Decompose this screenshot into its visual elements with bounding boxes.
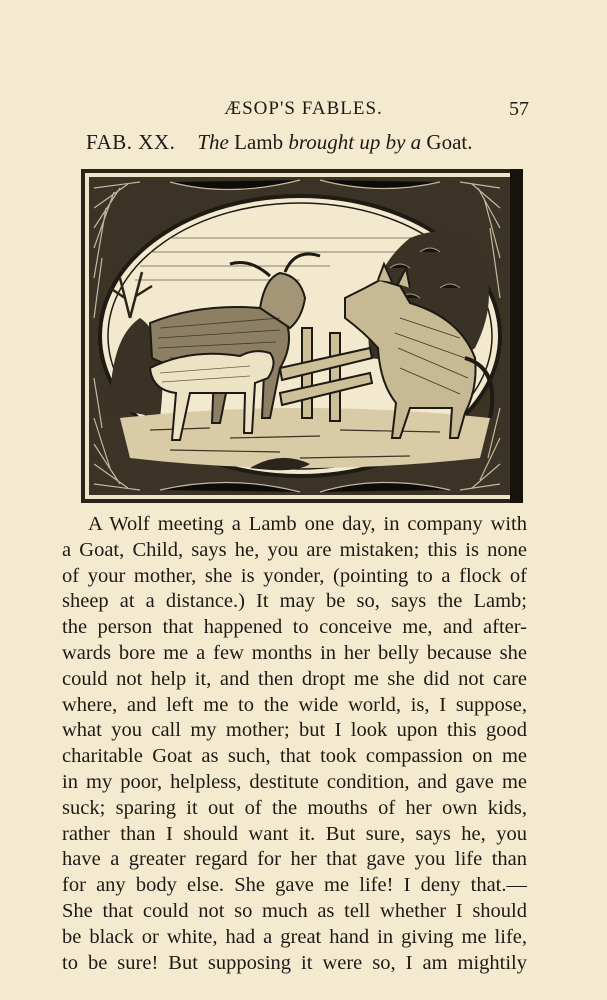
page-number: 57 <box>509 98 529 120</box>
fable-title-word-2: Lamb <box>234 130 284 154</box>
text-line: She that could not so much as tell whether I should <box>62 899 527 922</box>
running-title: ÆSOP'S FABLES. <box>224 98 383 119</box>
text-line: charitable Goat as such, that took compassion on me <box>62 745 527 768</box>
fable-text <box>62 512 527 976</box>
fable-title-word-3: brought up by <box>288 130 406 154</box>
text-line: be black or white, had a great hand in giving me life, <box>62 925 527 948</box>
text-line: rather than I should want it. But sure, says he, you <box>62 822 527 845</box>
running-head <box>0 98 607 122</box>
text-line: suck; sparing it out of the mouths of her own kids, <box>62 796 527 819</box>
text-line: for any body else. She gave me life! I deny that.— <box>62 874 527 897</box>
fable-heading <box>86 130 526 155</box>
text-line: where, and left me to the wide world, is, I suppose, <box>62 693 527 716</box>
text-line: in my poor, helpless, destitute condition, and gave me <box>62 770 527 793</box>
text-line: the person that happened to conceive me, and after- <box>62 616 527 639</box>
text-line: wards bore me a few months in her belly because she <box>62 641 527 664</box>
fable-title-word-5: Goat. <box>426 130 473 154</box>
text-line: could not help it, and then dropt me she did not care <box>62 667 527 690</box>
text-line: to be sure! But supposing it were so, I am mightily <box>62 951 527 974</box>
text-line: A Wolf meeting a Lamb one day, in company with <box>88 513 527 535</box>
text-line: have a greater regard for her that gave you life than <box>62 848 527 871</box>
text-line: what you call my mother; but I look upon this good <box>62 719 527 742</box>
fable-title-word-4: a <box>410 130 422 154</box>
text-line: sheep at a distance.) It may be so, says the Lamb; <box>62 590 527 613</box>
fable-number: FAB. XX. <box>86 130 176 154</box>
woodcut-illustration <box>80 168 524 504</box>
text-line: a Goat, Child, says he, you are mistaken; this is none <box>62 538 527 561</box>
fable-title-word-1: The <box>197 130 229 154</box>
text-line: of your mother, she is yonder, (pointing to a flock of <box>62 564 527 587</box>
